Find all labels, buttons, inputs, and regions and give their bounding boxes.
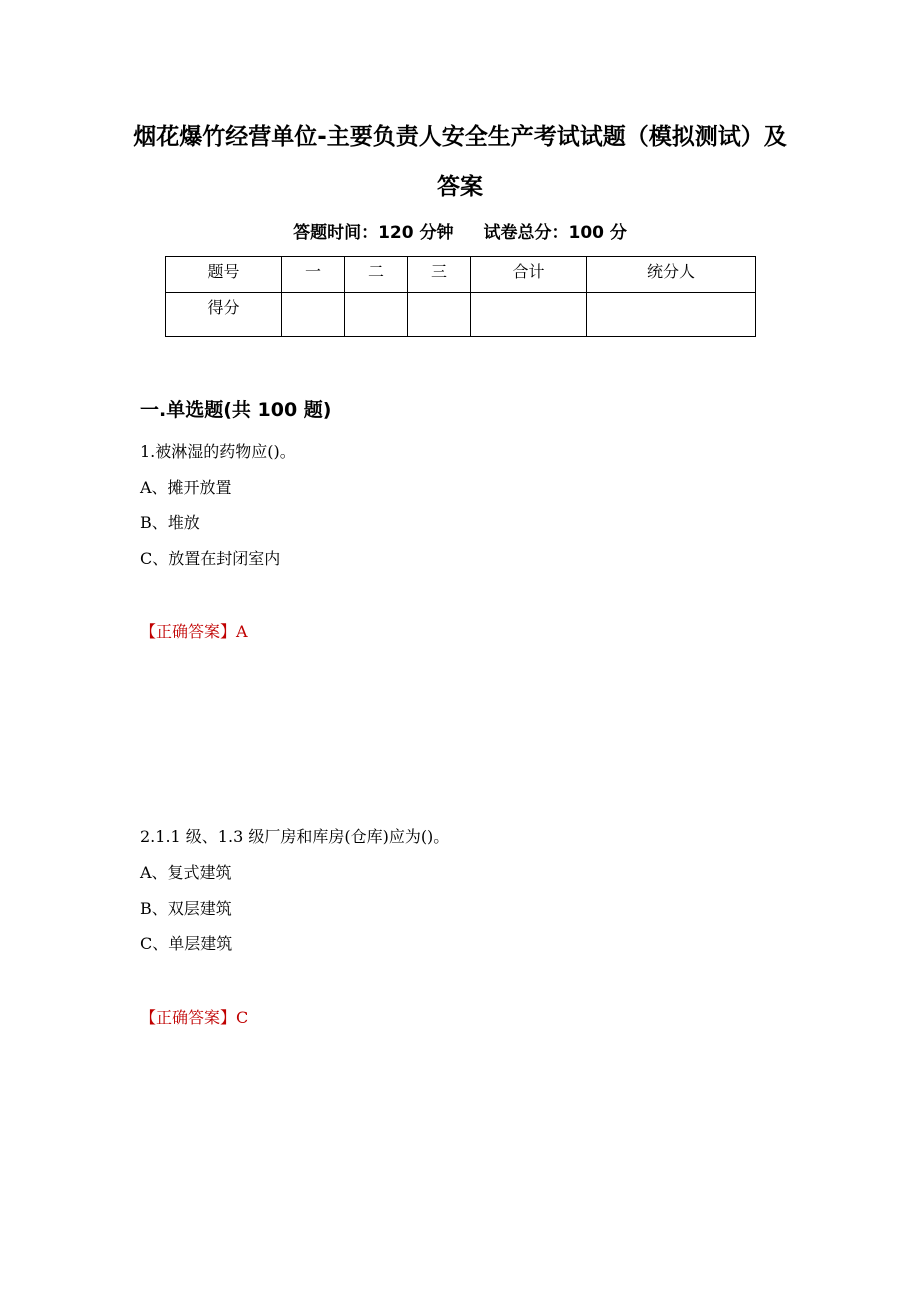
question-stem: 1.被淋湿的药物应()。 <box>140 442 296 461</box>
score-table-header-cell: 合计 <box>470 257 586 293</box>
document-title: 烟花爆竹经营单位-主要负责人安全生产考试试题（模拟测试）及答案 <box>133 124 787 200</box>
score-cell <box>344 293 407 337</box>
question-option: A、复式建筑 <box>140 863 232 882</box>
score-table-header-cell: 二 <box>344 257 407 293</box>
question-option: B、双层建筑 <box>140 899 232 918</box>
score-table-header-cell: 题号 <box>166 257 282 293</box>
question-option: C、放置在封闭室内 <box>140 549 281 568</box>
exam-total-score: 试卷总分：100 分 <box>483 223 627 243</box>
score-table-header-cell: 一 <box>282 257 345 293</box>
score-cell <box>586 293 755 337</box>
exam-meta <box>0 220 920 246</box>
score-table-score-row <box>166 293 756 337</box>
question-option: A、摊开放置 <box>140 478 232 497</box>
score-cell <box>282 293 345 337</box>
score-table-header-cell: 三 <box>407 257 470 293</box>
question-option: C、单层建筑 <box>140 934 233 953</box>
section-title: 一.单选题(共 100 题) <box>140 399 332 421</box>
score-table-header-row <box>166 257 756 293</box>
question-option: B、堆放 <box>140 513 200 532</box>
correct-answer: 【正确答案】A <box>140 622 248 641</box>
score-table <box>165 256 756 337</box>
question-stem: 2.1.1 级、1.3 级厂房和库房(仓库)应为()。 <box>140 827 450 846</box>
score-cell <box>470 293 586 337</box>
score-cell <box>407 293 470 337</box>
exam-time: 答题时间：120 分钟 <box>293 223 454 243</box>
correct-answer: 【正确答案】C <box>140 1008 249 1027</box>
score-table-row-label: 得分 <box>166 293 282 337</box>
score-table-header-cell: 统分人 <box>586 257 755 293</box>
